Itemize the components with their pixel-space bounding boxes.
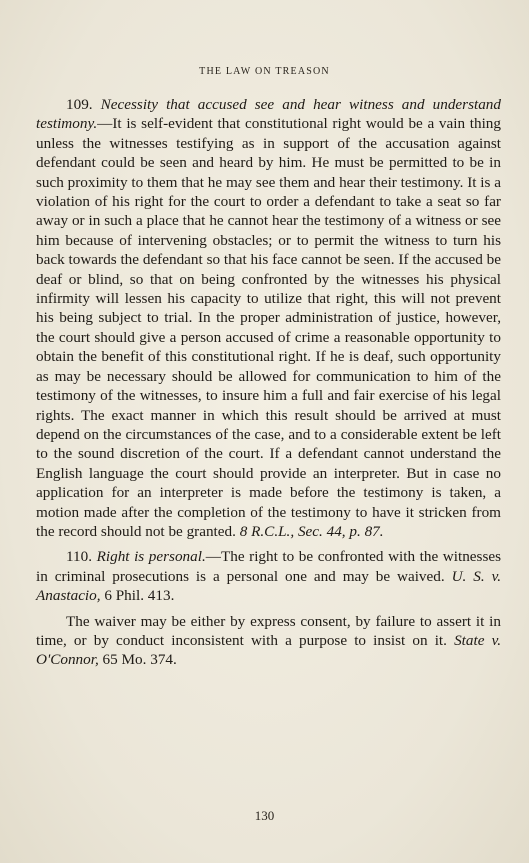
citation-ref: 6 Phil. 413. [104,587,175,605]
citation-case: State v. O'Connor, [36,631,501,669]
citation-case: U. S. v. Anastacio, [36,567,501,605]
section-text: —The right to be confronted with the witnesses in criminal prosecutions is a personal one and may be waived. [36,548,502,585]
section-109 [36,95,501,541]
section-number: 110. [66,548,93,566]
section-number: 109. [66,96,93,113]
page-body [36,95,501,670]
section-heading: Right is personal. [96,548,206,566]
citation-ref: 65 Mo. 374. [102,651,177,669]
paragraph-text: The waiver may be either by express consent, by failure to assert it in time, or by conduct inconsistent with a purpose to insist on it. [36,612,501,649]
section-heading: Necessity that accused see and hear witness and understand testimony. [36,96,501,133]
waiver-paragraph [36,612,501,670]
section-110 [36,547,501,605]
section-text: —It is self-evident that constitutional right would be a vain thing unless the witnesses testifying as in support of the accusation against defendant could be seen and heard by him. He must be permitted to be in such proximity to them that he may see them and hear their testimony. It is a violation of his right for the court to order a defendant to take a seat so far away or in such a place that he cannot hear the testimony of a witness or see him because of intervening obstacles; or to permit the witness to turn his back towards the defendant so that his face cannot be seen. If the accused be deaf or blind, so that on being confronted by the witnesses his physical infirmity will lessen his capacity to utilize that right, this will not prevent his being subject to trial. In the proper administration of justice, however, the court should give a person accused of crime a reasonable opportunity to obtain the benefit of this constitutional right. If he is deaf, such opportunity as may be necessary should be allowed for communication to him of the testimony of the witnesses, to insure him a full and fair exercise of his legal rights. The exact manner in which this result should be arrived at must depend on the circumstances of the case, and to a considerable extent be left to the sound discretion of the court. If a defendant cannot understand the English language the court should provide an interpreter. But in case no application for an interpreter is made before the testimony is taken, a motion made after the completion of the testimony to have it stricken from the record should not be granted. [36,115,501,540]
page-number: 130 [254,808,275,823]
citation: 8 R.C.L., Sec. 44, p. 87. [239,522,384,540]
running-head: THE LAW ON TREASON [199,66,330,77]
